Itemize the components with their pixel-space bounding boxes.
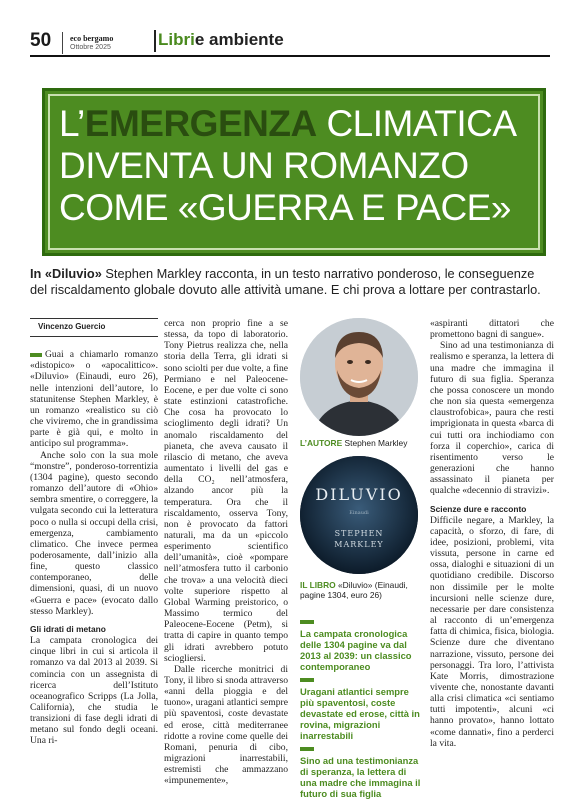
caption-label: L’AUTORE xyxy=(300,438,343,448)
author-caption xyxy=(300,438,424,448)
subheading: Gli idrati di metano xyxy=(30,623,106,634)
header-rule xyxy=(30,55,550,57)
quote-marker xyxy=(300,620,314,624)
standfirst xyxy=(30,266,550,298)
section-title-part2: e ambiente xyxy=(194,30,284,49)
section-title-part1: Libri xyxy=(158,30,195,49)
article-column-3 xyxy=(430,318,554,749)
book-cover-image xyxy=(300,456,418,574)
cover-author-line-2: MARKLEY xyxy=(334,540,384,549)
paragraph: Difficile negare, a Markley, la capacità, o sforzo, di fare, di idee, posizioni, problemi, vita vissuta, persone in carne ed ossa, dialoghi e situazioni di un quotidiano credibile. Discorso non dissimile per le molte incursioni nelle scienze dure, necessarie per dare consistenza al racconto di un’emergenza fatta di chimica, fisica, biologia. Scienze dure che diventano narrazione, vissuto, persone dei personaggi. Tra loro, l’attivista Kate Morris, dimostrazione vivente che, nonostante davanti alla crisi climatica «ci sentiamo tutti impotenti», alcuni «ci hanno provato», hanno lottato «come dannati», fino a perderci la vita. xyxy=(430,514,554,749)
cover-publisher: Einaudi xyxy=(349,510,369,516)
book-caption xyxy=(300,580,424,600)
pull-quote: Uragani atlantici sempre più spaventosi, coste devastate ed erose, città in rovina, migrazioni inarrestabili xyxy=(300,686,420,741)
pull-quote: La campata cronologica delle 1304 pagine va dal 2013 al 2039: un classico contemporaneo xyxy=(300,628,412,672)
paragraph: Sino ad una testimonianza di realismo e speranza, la lettera di una madre che immagina il futuro di sua figlia. Speranza che possa conoscere un mondo che non sia questa «emergenza claustrofobica», paura che resti imprigionata in questa «barca di cui tutti ora inchiodiamo con forza il coperchio», carica di risentimento verso le generazioni che hanno assassinato il pianeta per qualche «decennio di stravizi». xyxy=(430,340,554,497)
caption-text: «Diluvio» (Einaudi, pagine 1304, euro 26) xyxy=(300,580,408,600)
caption-text: Stephen Markley xyxy=(342,438,408,448)
headline-line-1-rest: CLIMATICA xyxy=(316,103,517,144)
brand-name: eco bergamo xyxy=(70,34,114,43)
author-photo xyxy=(300,318,418,436)
paragraph: «aspiranti dittatori che promettono bagni di sangue». xyxy=(430,318,554,341)
headline-line-3: COME «GUERRA E PACE» xyxy=(59,187,511,228)
paragraph: cerca non proprio fine a se stessa, da topo di laboratorio. Tony Pietrus realizza che, nella storia della Terra, gli idrati si sono sciolti per due volte, a fine Permiano e nel Paleocene-Eocene, e per due volte ci sono state estinzioni catastrofiche. Che cosa ha provocato lo scioglimento degli idrati? Un anomalo riscaldamento del pianeta, che aveva causato il rilascio di metano, che aveva aumentato i livelli del gas e della CO₂ nell’atmosfera, alzando ancor più la temperatura. Ora che il riscaldamento, osserva Tony, non è provocato da fattori naturali, ma da un «piccolo esperimento scientifico dell’umanità», cioè «pompare nell’atmosfera tutto il carbonio che trova» a una velocità dieci volte superiore rispetto al Global Warming preistorico, o Massimo termico del Paleocene-Eocene (Petm), si tratta di capire in quanto tempo gli idrati avrebbero potuto sciogliersi. xyxy=(164,318,288,664)
author-portrait-image xyxy=(300,318,418,436)
quote-marker xyxy=(300,678,314,682)
paragraph: Anche solo con la sua mole “monstre”, ponderoso-torrentizia (1304 pagine), questo secondo romanzo dell’autore di «Ohio» sembra smentire, o correggere, la vulgata secondo cui la letteratura poco o nulla si occupi della crisi, emergenza, cambiamento climatico. Che invece permea poderosamente, dall’inizio alla fine, questo classico contemporaneo, delle dimensioni, quasi, di un nuovo «Guerra e pace» (evocato dallo stesso Markley). xyxy=(30,449,158,617)
headline-line-1 xyxy=(59,103,537,145)
standfirst-text: Stephen Markley racconta, in un testo narrativo ponderoso, le conseguenze del riscaldamento globale dovuto alle attività umane. E chi prova a lottare per contrastarlo. xyxy=(30,266,541,297)
page-number: 50 xyxy=(30,30,52,51)
article-column-2 xyxy=(164,318,288,787)
section-title xyxy=(158,30,284,50)
cover-title: DILUVIO xyxy=(315,485,403,504)
headline-box xyxy=(42,88,546,256)
page-header xyxy=(0,0,580,58)
paragraph: Dalle ricerche monitrici di Tony, il libro si snoda attraverso «anni della pioggia e del tuono», uragani atlantici sempre più spaventosi, coste devastate ed erose, città mediterranee ridotte a rovine come quelle dei Romani, penuria di cibo, migrazioni inarrestabili, estremisti che ammazzano «impunemente», xyxy=(164,663,288,787)
headline xyxy=(59,103,537,229)
header-separator xyxy=(62,32,63,54)
pull-quotes xyxy=(300,614,424,799)
issue-date: Ottobre 2025 xyxy=(70,44,111,51)
headline-emphasis: EMERGENZA xyxy=(84,103,317,144)
byline: Vincenzo Guercio xyxy=(30,318,158,337)
section-marker xyxy=(154,30,156,52)
pull-quote: Sino ad una testimonianza di speranza, la lettera di una madre che immagina il futuro di sua figlia xyxy=(300,755,421,799)
book-cover xyxy=(300,456,418,574)
standfirst-lead: In «Diluvio» xyxy=(30,266,102,281)
subheading: Scienze dure e racconto xyxy=(430,503,527,514)
headline-line-2: DIVENTA UN ROMANZO xyxy=(59,145,469,186)
lead-marker xyxy=(30,353,42,357)
headline-prefix: L’ xyxy=(59,103,85,144)
article-column-1 xyxy=(30,318,158,747)
quote-marker xyxy=(300,747,314,751)
caption-label: IL LIBRO xyxy=(300,580,336,590)
paragraph: Guai a chiamarlo romanzo «distopico» o «apocalittico». «Diluvio» (Einaudi, euro 26), nelle intenzioni dell’autore, lo statunitense Stephen Markley, è un romanzo «realistico su ciò che viviremo, che in grandissima parte è già qui, e molto in anticipo sul programma». xyxy=(30,349,158,450)
cover-author-line-1: STEPHEN xyxy=(334,529,384,538)
paragraph: La campata cronologica dei cinque libri in cui si articola il romanzo va dal 2013 al 2039. Si comincia con un assegnista di ricerca dell’Istituto oceanografico Scripps (La Jolla, California), che studia le transizioni di fase degli idrati di metano sul fondo degli oceani. Una ri- xyxy=(30,635,158,747)
